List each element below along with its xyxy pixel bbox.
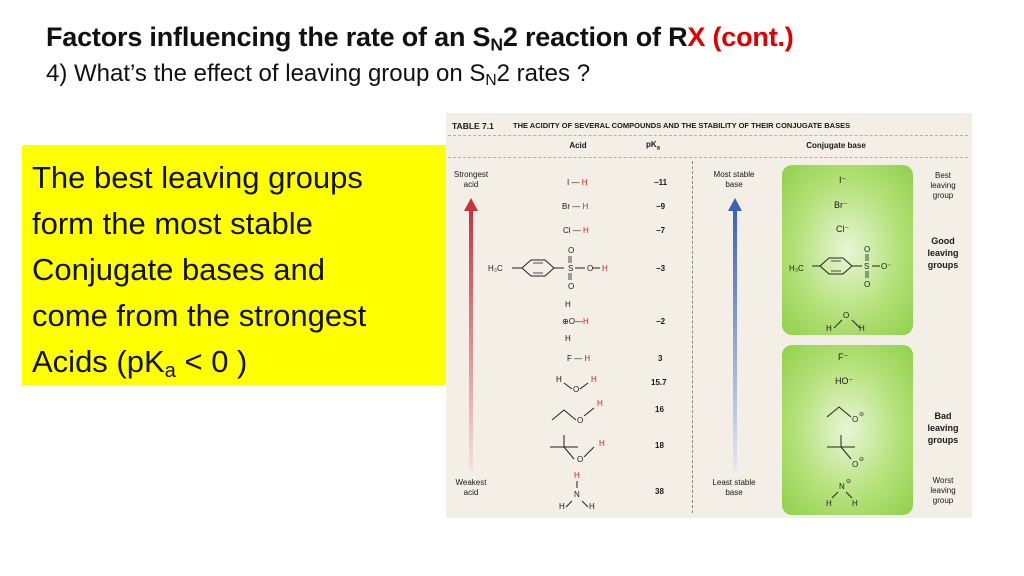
label-best-leaving-group: Best leaving group [930, 171, 956, 200]
acid-tsoh-s: S [568, 264, 574, 273]
title-text-2: 2 reaction of R [502, 22, 688, 52]
slide-title [46, 22, 794, 55]
acid-h3o-center: ⊕O—H [562, 317, 589, 326]
pka-value-4: −3 [656, 264, 666, 273]
pka-value-9: 18 [655, 441, 664, 450]
svg-text:⊖: ⊖ [846, 479, 852, 485]
acid-nh3-h-right: H [589, 502, 595, 511]
acid-tbutanol-o: O [577, 455, 584, 464]
pka-value-6: 3 [658, 354, 663, 363]
acid-hi-x: I [567, 178, 570, 187]
pka-value-2: −9 [656, 202, 666, 211]
acid-tsoh-o-bottom: O [568, 282, 575, 291]
acid-h2o-h-right: H [591, 375, 597, 384]
pka-value-1: −11 [654, 178, 668, 187]
acid-hf: F — H [567, 354, 591, 363]
stability-arrow-head [728, 198, 742, 211]
base-water-o: O [843, 311, 850, 320]
header-pka-sub: a [656, 145, 661, 152]
acid-hcl-x: Cl [563, 226, 571, 235]
base-tbutoxide-structure [821, 431, 891, 471]
base-amide-structure [824, 471, 874, 511]
acid-ethanol-o: O [577, 416, 584, 425]
base-hydroxide: HO⁻ [835, 376, 854, 386]
acid-h3o-h-bottom: H [565, 334, 571, 343]
title-subscript-n: N [490, 34, 503, 55]
acid-hf-x: F [567, 354, 572, 363]
callout-pka-cond: < 0 ) [175, 344, 248, 379]
slide-subtitle [46, 60, 590, 90]
svg-text:N: N [839, 482, 845, 491]
callout-line-4: come from the strongest [32, 298, 367, 333]
title-cont: (cont.) [705, 22, 794, 52]
svg-text:O: O [864, 245, 871, 254]
base-iodide: I⁻ [839, 175, 847, 185]
acid-h2o-o: O [573, 385, 580, 394]
base-water-h-left: H [826, 324, 832, 333]
title-text-1: Factors influencing the rate of an S [46, 22, 491, 52]
base-tosylate-structure [808, 246, 918, 291]
callout-box [22, 145, 446, 385]
pka-value-8: 16 [655, 405, 664, 414]
acid-hi-h: H [581, 178, 588, 187]
pka-value-5: −2 [656, 317, 666, 326]
svg-text:⊖: ⊖ [859, 457, 865, 463]
callout-line-2: form the most stable [32, 206, 313, 241]
acid-h3o-o: O [568, 317, 575, 326]
svg-text:H: H [826, 499, 832, 508]
callout-subscript-a: a [164, 360, 176, 383]
svg-text:O: O [864, 280, 871, 289]
acid-ethanol-h: H [597, 399, 603, 408]
strength-arrow-head [464, 198, 478, 211]
acid-h3o-h-top: H [565, 300, 571, 309]
label-worst-leaving-group: Worst leaving group [930, 476, 956, 505]
callout-line-5 [32, 339, 436, 394]
header-conjugate-base: Conjugate base [806, 141, 866, 150]
table-number: TABLE 7.1 [452, 121, 494, 131]
base-ethoxide-structure [821, 395, 891, 435]
acid-hbr-x: Br [562, 202, 570, 211]
acid-hcl-h: H [583, 226, 589, 235]
label-weakest-acid: Weakest acid [455, 478, 487, 497]
acid-tsoh-o: O [587, 264, 594, 273]
pka-value-10: 38 [655, 487, 664, 496]
label-most-stable-base: Most stable base [713, 170, 755, 189]
base-chloride: Cl⁻ [836, 224, 850, 234]
acid-tbutanol-structure [544, 431, 604, 471]
callout-line-3: Conjugate bases and [32, 252, 326, 287]
base-fluoride: F⁻ [838, 352, 849, 362]
acid-hf-h: H [584, 354, 591, 363]
acid-nh3-h-top: H [574, 471, 580, 480]
label-bad-leaving-groups: Bad leaving groups [927, 411, 959, 445]
callout-line-1: The best leaving groups [32, 160, 363, 195]
subtitle-text-1: 4) What’s the effect of leaving group on S [46, 60, 486, 87]
pka-value-7: 15.7 [651, 378, 667, 387]
acid-tbutanol-h: H [599, 439, 605, 448]
base-bromide: Br⁻ [834, 200, 848, 210]
table-figure [446, 113, 972, 518]
acid-tsoh-o-top: O [568, 246, 575, 255]
acid-h3o-h: H [582, 317, 589, 326]
svg-text:O: O [852, 415, 859, 424]
pka-value-3: −7 [656, 226, 666, 235]
acid-tsoh-methyl: H₃C [488, 264, 503, 273]
strength-arrow-shaft [469, 209, 473, 471]
base-tosylate-methyl: H₃C [789, 264, 804, 273]
acid-tsoh-h: H [602, 264, 608, 273]
header-acid: Acid [569, 141, 587, 150]
label-strongest-acid: Strongest acid [453, 170, 489, 189]
header-pka-text: pK [646, 140, 657, 149]
acid-nh3-n: N [574, 490, 580, 499]
acid-hbr: Br — H [562, 202, 589, 211]
label-least-stable-base: Least stable base [712, 478, 756, 497]
subtitle-text-2: 2 rates ? [496, 60, 591, 87]
acid-h2o-h-left: H [556, 375, 562, 384]
acid-hcl: Cl — H [563, 226, 589, 235]
label-good-leaving-groups: Good leaving groups [927, 236, 959, 270]
subtitle-subscript-n: N [485, 71, 497, 89]
title-x: X [687, 22, 706, 52]
table-caption: THE ACIDITY OF SEVERAL COMPOUNDS AND THE STABILITY OF THEIR CONJUGATE BASES [513, 121, 851, 130]
callout-acids: Acids (pK [32, 344, 165, 379]
acid-nh3-h-left: H [559, 502, 565, 511]
svg-text:⊖: ⊖ [859, 412, 865, 418]
stability-arrow-shaft [733, 209, 737, 471]
svg-text:S: S [864, 262, 870, 271]
svg-text:H: H [852, 499, 858, 508]
svg-text:O⁻: O⁻ [881, 262, 892, 271]
svg-text:O: O [852, 460, 859, 469]
acid-hbr-h: H [582, 202, 589, 211]
base-water-h-right: H [859, 324, 865, 333]
acid-hi: I — H [567, 178, 588, 187]
